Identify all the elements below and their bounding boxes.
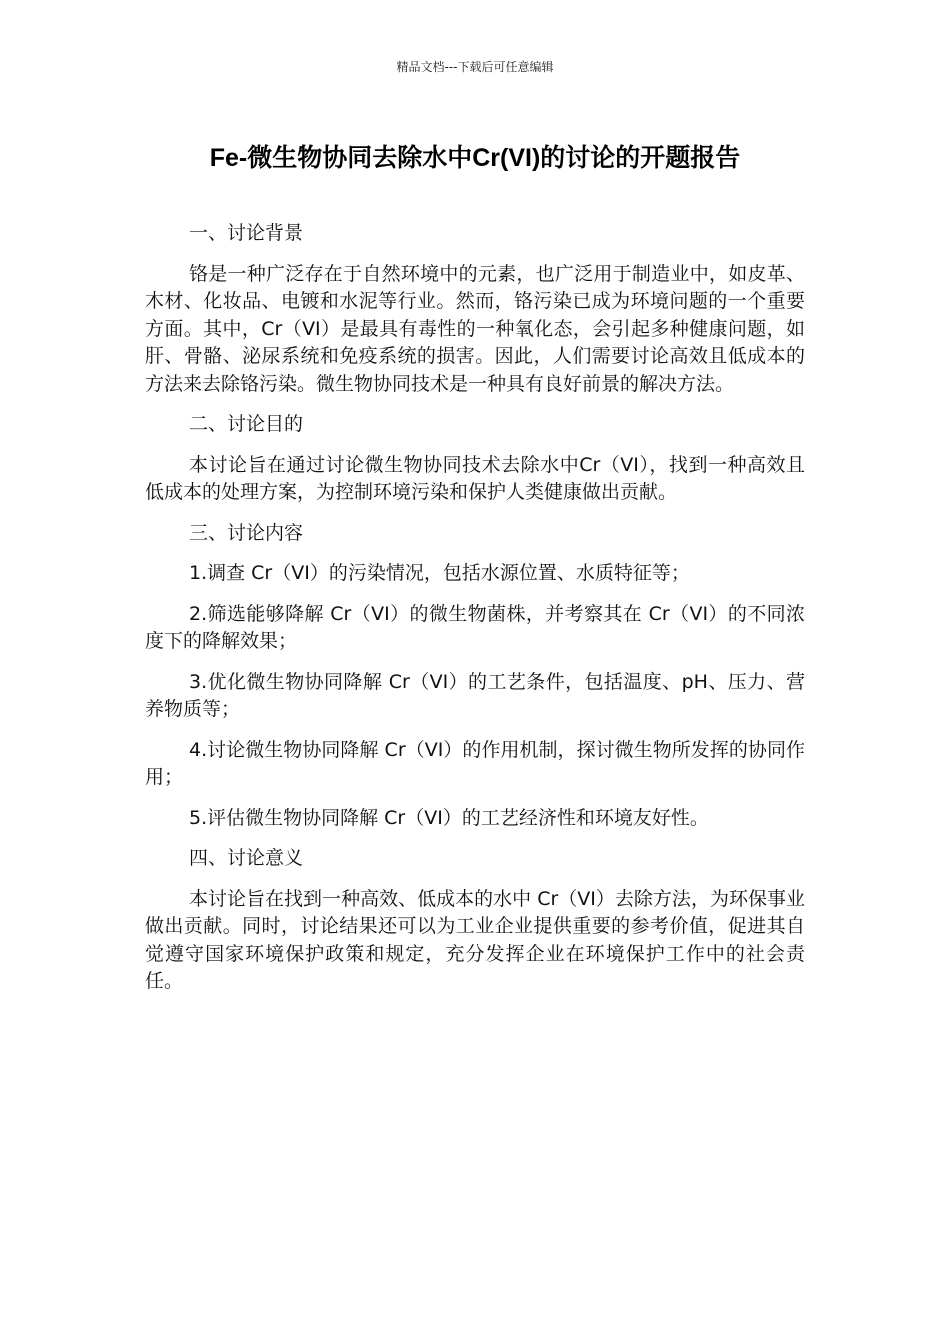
content-list-item: 3.优化微生物协同降解 Cr（VI）的工艺条件，包括温度、pH、压力、营养物质等； [145,670,805,720]
section-heading-background: 一、讨论背景 [189,222,304,244]
document-body [145,220,805,1009]
section-body-purpose: 本讨论旨在通过讨论微生物协同技术去除水中Cr（VI），找到一种高效且低成本的处理方案，为控制环境污染和保护人类健康做出贡献。 [145,453,805,503]
section-body-background: 铬是一种广泛存在于自然环境中的元素，也广泛用于制造业中，如皮革、木材、化妆品、电镀和水泥等行业。然而，铬污染已成为环境问题的一个重要方面。其中，Cr（VI）是最具有毒性的一种氧化态，会引起多种健康问题，如肝、骨骼、泌尿系统和免疫系统的损害。因此，人们需要讨论高效且低成本的方法来去除铬污染。微生物协同技术是一种具有良好前景的解决方法。 [145,262,805,395]
section-heading-purpose: 二、讨论目的 [189,413,304,435]
content-list-item: 5.评估微生物协同降解 Cr（VI）的工艺经济性和环境友好性。 [189,806,709,829]
document-title: Fe-微生物协同去除水中Cr(VI)的讨论的开题报告 [209,144,741,172]
content-list-item: 2.筛选能够降解 Cr（VI）的微生物菌株，并考察其在 Cr（VI）的不同浓度下的降解效果； [145,602,805,652]
content-list-item: 4.讨论微生物协同降解 Cr（VI）的作用机制，探讨微生物所发挥的协同作用； [145,738,805,788]
content-list-item: 1.调查 Cr（VI）的污染情况，包括水源位置、水质特征等； [189,562,690,584]
section-heading-content: 三、讨论内容 [189,521,304,544]
section-heading-significance: 四、讨论意义 [189,847,304,869]
header-note: 精品文档---下载后可任意编辑 [396,60,554,74]
section-body-significance: 本讨论旨在找到一种高效、低成本的水中 Cr（VI）去除方法，为环保事业做出贡献。同时，讨论结果还可以为工业企业提供重要的参考价值，促进其自觉遵守国家环境保护政策和规定，充分发挥企业在环境保护工作中的社会责任。 [145,887,805,992]
